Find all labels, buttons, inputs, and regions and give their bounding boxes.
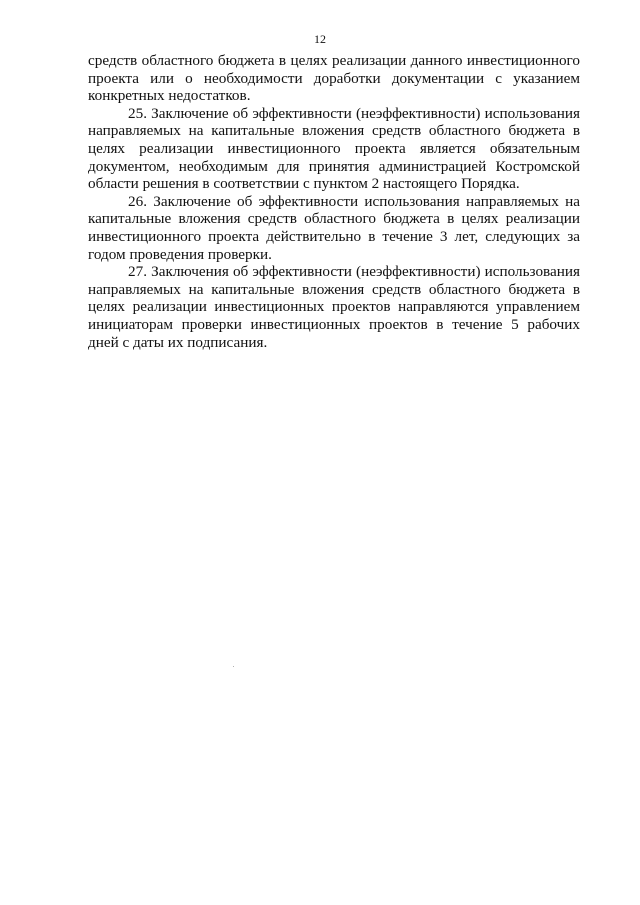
- document-body: [88, 52, 580, 351]
- paragraph-25: 25. Заключение об эффективности (неэффективности) использования направляемых на капитальные вложения средств областного бюджета в целях реализации инвестиционного проекта является обязательным документом, необходимым для принятия администрацией Костромской области решения в соответствии с пунктом 2 настоящего Порядка.: [88, 104, 580, 193]
- paragraph-26: 26. Заключение об эффективности использования направляемых на капитальные вложения средств областного бюджета в целях реализации инвестиционного проекта действительно в течение 3 лет, следующих за годом проведения проверки.: [88, 192, 580, 263]
- paragraph-continuation: средств областного бюджета в целях реализации данного инвестиционного проекта или о необходимости доработки документации с указанием конкретных недостатков.: [88, 52, 580, 105]
- page-number: 12: [314, 32, 326, 46]
- paragraph-27: 27. Заключения об эффективности (неэффективности) использования направляемых на капитальные вложения средств областного бюджета в целях реализации инвестиционных проектов направляются управлением инициаторам проверки инвестиционных проектов в течение 5 рабочих дней с даты их подписания.: [88, 263, 580, 351]
- scan-speck: [233, 666, 234, 667]
